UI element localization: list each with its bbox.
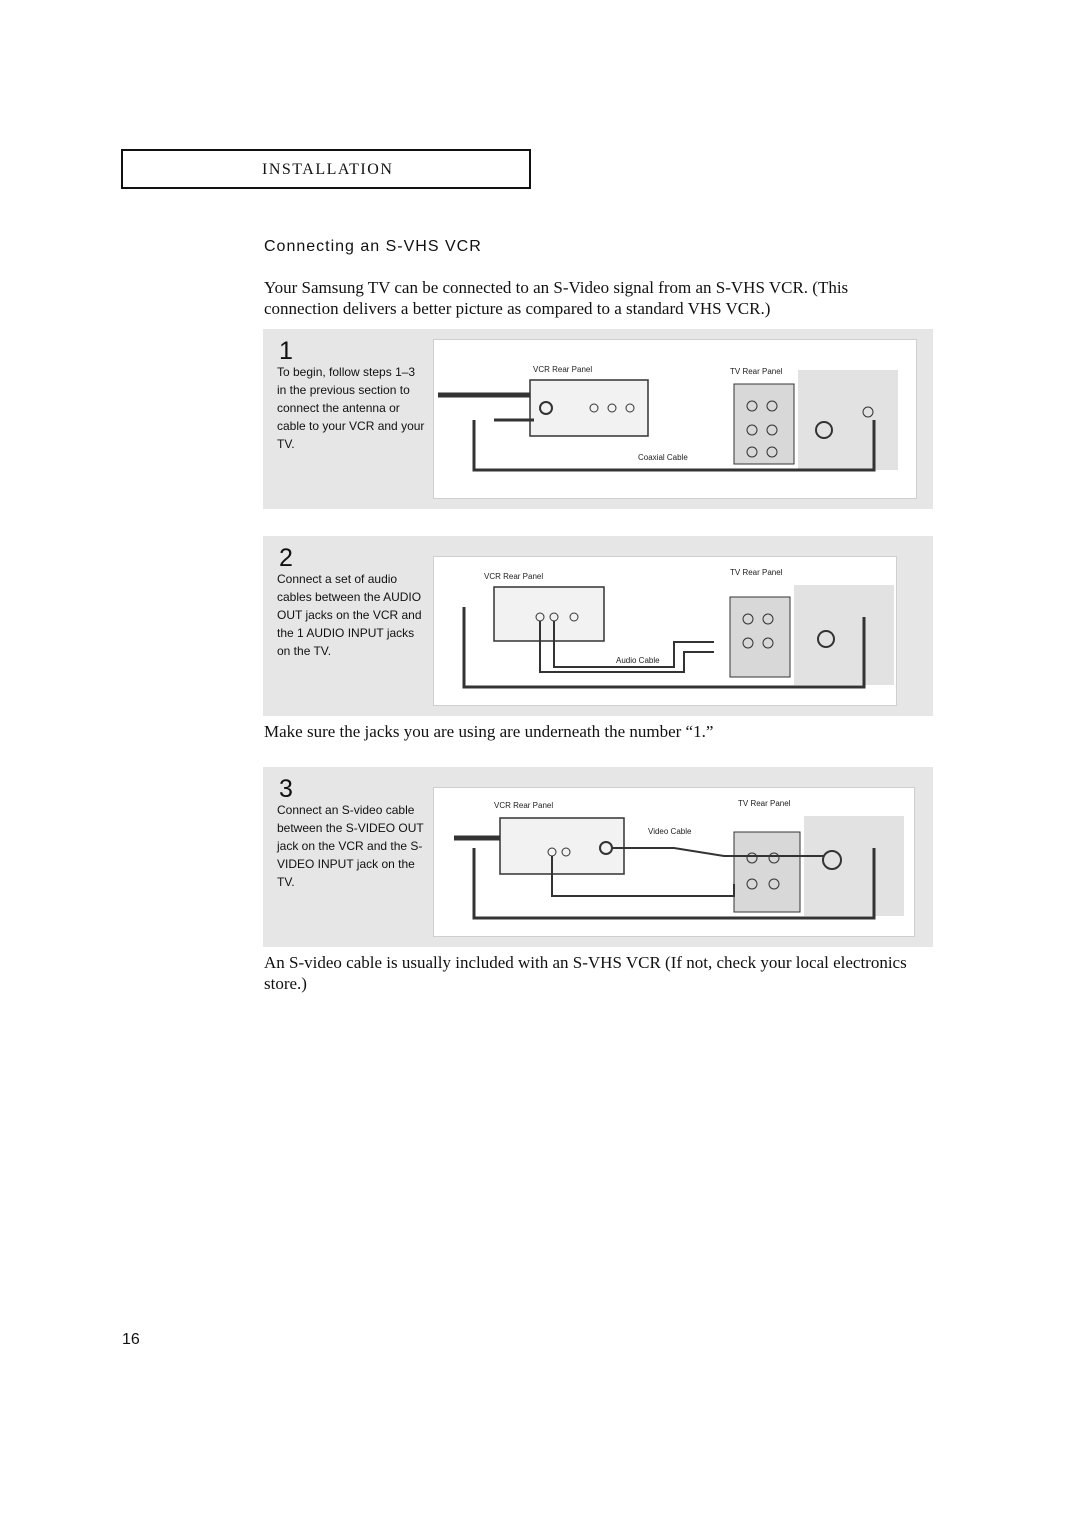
page-number: 16 [122, 1331, 140, 1348]
tv-rear-panel [730, 585, 894, 685]
step-2-number: 2 [279, 544, 293, 572]
step-2-note: Make sure the jacks you are using are underneath the number “1.” [264, 722, 714, 741]
step-2-tv-label: TV Rear Panel [730, 568, 783, 577]
step-1-number: 1 [279, 337, 293, 365]
step-1-instructions: To begin, follow steps 1–3 in the previous section to connect the antenna or cable to your VCR and your TV. [277, 365, 425, 451]
step-1-tv-label: TV Rear Panel [730, 367, 783, 376]
step-2-diagram [433, 556, 897, 706]
section-title: Connecting an S-VHS VCR [264, 238, 482, 255]
step-2-panel [263, 536, 933, 716]
step-3-instructions: Connect an S-video cable between the S-VIDEO OUT jack on the VCR and the S-VIDEO INPUT jack on the TV. [277, 803, 424, 889]
step-1-panel [263, 329, 933, 509]
step-2-instructions: Connect a set of audio cables between the AUDIO OUT jacks on the VCR and the 1 AUDIO INPUT jacks on the TV. [277, 572, 422, 658]
vcr-rear-panel [500, 818, 624, 874]
step-2-cable-label: Audio Cable [616, 656, 660, 665]
tv-rear-panel [734, 816, 904, 916]
step-3-number: 3 [279, 775, 293, 803]
intro-paragraph: Your Samsung TV can be connected to an S-Video signal from an S-VHS VCR. (This connection delivers a better picture as compared to a standard VHS VCR.) [264, 278, 849, 318]
step-3-panel [263, 767, 933, 947]
section-header-label: INSTALLATION [262, 161, 394, 178]
step-3-diagram [433, 787, 915, 937]
step-3-tv-label: TV Rear Panel [738, 799, 791, 808]
step-1-cable-label: Coaxial Cable [638, 453, 688, 462]
step-2-vcr-label: VCR Rear Panel [484, 572, 544, 581]
vcr-rear-panel [530, 380, 648, 436]
step-1-vcr-label: VCR Rear Panel [533, 365, 593, 374]
step-3-vcr-label: VCR Rear Panel [494, 801, 554, 810]
step-3-cable-label: Video Cable [648, 827, 692, 836]
section-header-box [121, 149, 531, 189]
step-3-note: An S-video cable is usually included with an S-VHS VCR (If not, check your local electronics store.) [264, 953, 907, 993]
vcr-rear-panel [494, 587, 604, 641]
step-1-diagram [433, 339, 917, 499]
